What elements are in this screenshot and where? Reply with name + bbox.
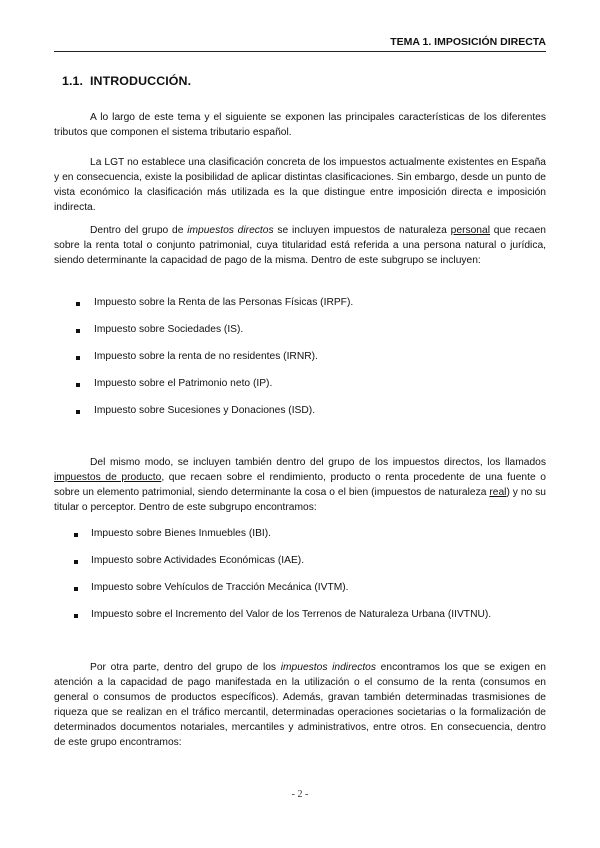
paragraph-indirect-taxes: [54, 660, 546, 751]
p5-text-a: Por otra parte, dentro del grupo de los: [90, 662, 281, 673]
list-item-text: Impuesto sobre Actividades Económicas (IAE).: [91, 555, 305, 566]
bullet-icon: [74, 533, 78, 537]
p3-text-e: que recaen sobre la renta total o conjunto patrimonial, cuya titularidad está referida a una persona natural o jurídica, siendo determinante la capacidad de pago de la misma. Dentro de este subgrupo se incluyen:: [54, 225, 546, 267]
running-header: TEMA 1. IMPOSICIÓN DIRECTA: [54, 36, 546, 52]
section-title: INTRODUCCIÓN.: [90, 74, 192, 88]
section-heading: [62, 74, 191, 88]
list-item-text: Impuesto sobre la Renta de las Personas Físicas (IRPF).: [94, 297, 354, 308]
p4-underlined-real: real: [489, 487, 507, 499]
p3-text-c: se incluyen impuestos de naturaleza: [273, 225, 451, 236]
section-number: 1.1.: [62, 74, 84, 88]
list-item-text: Impuesto sobre Sociedades (IS).: [94, 324, 244, 335]
list-item-text: Impuesto sobre Vehículos de Tracción Mecánica (IVTM).: [91, 582, 349, 593]
list-item-text: Impuesto sobre Sucesiones y Donaciones (ISD).: [94, 405, 316, 416]
paragraph-4-text: [54, 455, 546, 515]
paragraph-3-text: [54, 223, 546, 268]
p4-text-c: , que recaen sobre el rendimiento, producto o renta procedente de una fuente o sobre un elemento patrimonial, siendo determinante la cosa o el bien (impuestos de naturaleza: [54, 472, 547, 499]
paragraph-direct-taxes: [54, 223, 546, 268]
p5-italic-term: impuestos indirectos: [280, 662, 376, 673]
bullet-icon: [74, 614, 78, 618]
paragraph-intro: [54, 110, 546, 140]
p3-italic-term: impuestos directos: [187, 225, 274, 236]
list-item-text: Impuesto sobre el Incremento del Valor de los Terrenos de Naturaleza Urbana (IIVTNU).: [91, 609, 492, 620]
list-item-text: Impuesto sobre Bienes Inmuebles (IBI).: [91, 528, 272, 539]
paragraph-lgt: [54, 155, 546, 215]
list-item-text: Impuesto sobre el Patrimonio neto (IP).: [94, 378, 273, 389]
p4-underlined-term: impuestos de producto: [54, 472, 162, 484]
paragraph-2-text: La LGT no establece una clasificación concreta de los impuestos actualmente existentes en España y en consecuencia, existe la posibilidad de aplicar distintas clasificaciones. Sin embargo, desde un punto de vista económico la clasificación más utilizada es la que distingue entre imposición directa e imposición indirecta.: [54, 157, 546, 214]
p4-text-a: Del mismo modo, se incluyen también dentro del grupo de los impuestos directos, los llamados: [90, 457, 546, 468]
bullet-icon: [74, 560, 78, 564]
paragraph-5-text: [54, 660, 546, 751]
bullet-icon: [76, 410, 80, 414]
bullet-icon: [76, 302, 80, 306]
bullet-icon: [74, 587, 78, 591]
list-item-text: Impuesto sobre la renta de no residentes (IRNR).: [94, 351, 318, 362]
bullet-icon: [76, 383, 80, 387]
p3-underlined-term: personal: [450, 225, 490, 236]
p4-text-e: ) y no su titular o perceptor. Dentro de este subgrupo encontramos:: [54, 487, 546, 514]
page-number: - 2 -: [291, 789, 309, 800]
bullet-icon: [76, 329, 80, 333]
paragraph-product-taxes: [54, 455, 546, 515]
p5-text-c: encontramos los que se exigen en atención a la capacidad de pago manifestada en la utilización o el consumo de la renta (consumos en general o consumos de productos específicos). Además, gravan también determinadas trasmisiones de riqueza que se realizan en el tráfico mercantil, determinadas operaciones societarias o la formalización de determinados documentos notariales, mercantiles y administrativos, entre otros. En consecuencia, dentro de este grupo encontramos:: [54, 662, 546, 749]
paragraph-1-text: A lo largo de este tema y el siguiente se exponen las principales características de los diferentes tributos que componen el sistema tributario español.: [54, 112, 546, 139]
p3-text-a: Dentro del grupo de: [90, 225, 188, 236]
bullet-icon: [76, 356, 80, 360]
